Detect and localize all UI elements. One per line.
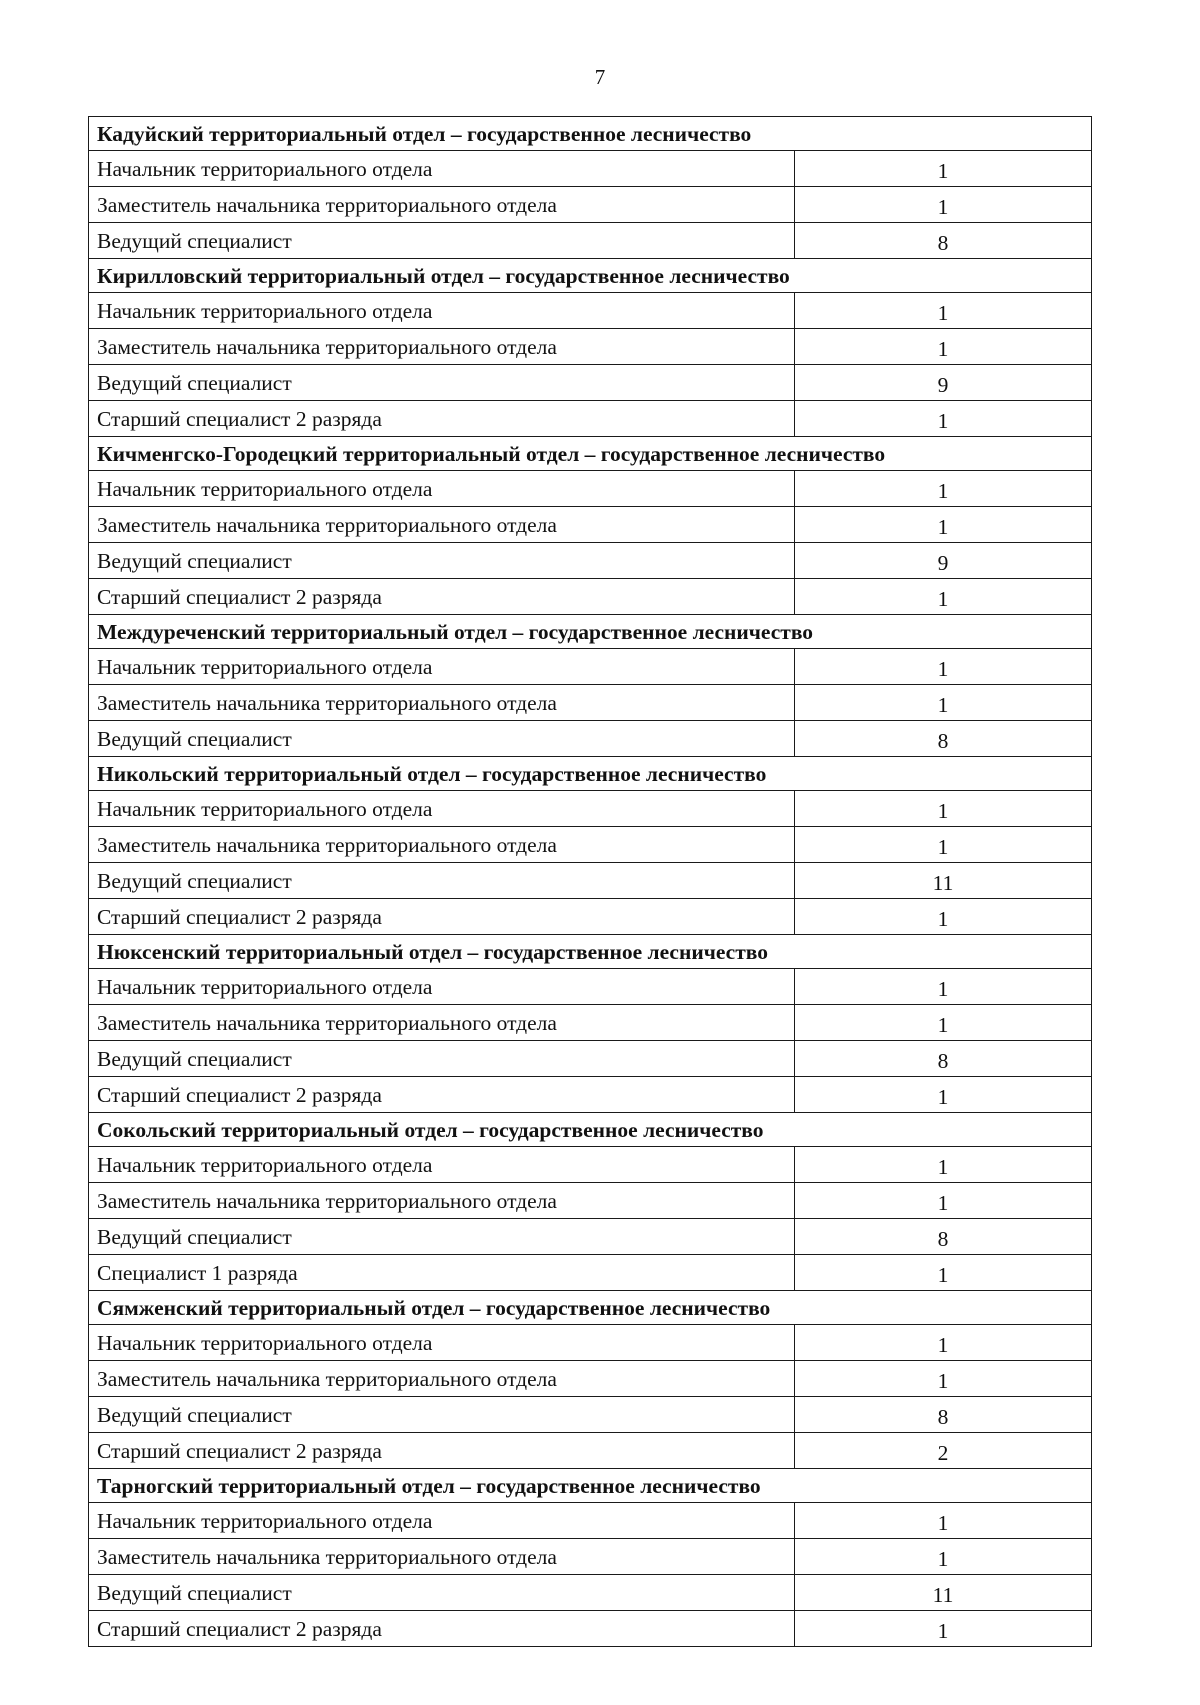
count-cell: 1 — [795, 187, 1092, 223]
table-row — [89, 791, 1092, 827]
table-row — [89, 899, 1092, 935]
table-row — [89, 1397, 1092, 1433]
table-row — [89, 1433, 1092, 1469]
count-cell: 9 — [795, 365, 1092, 401]
section-header-row — [89, 615, 1092, 649]
position-cell: Старший специалист 2 разряда — [89, 899, 795, 935]
count-cell: 1 — [795, 293, 1092, 329]
section-title: Нюксенский территориальный отдел – государственное лесничество — [89, 935, 1092, 969]
table-row — [89, 1183, 1092, 1219]
count-cell: 8 — [795, 1041, 1092, 1077]
table-row — [89, 187, 1092, 223]
table-row — [89, 543, 1092, 579]
count-cell: 1 — [795, 507, 1092, 543]
count-cell: 1 — [795, 899, 1092, 935]
table-row — [89, 1503, 1092, 1539]
position-cell: Ведущий специалист — [89, 365, 795, 401]
table-row — [89, 1219, 1092, 1255]
position-cell: Начальник территориального отдела — [89, 969, 795, 1005]
count-cell: 8 — [795, 1219, 1092, 1255]
table-row — [89, 721, 1092, 757]
table-row — [89, 1539, 1092, 1575]
position-cell: Заместитель начальника территориального отдела — [89, 1005, 795, 1041]
table-row — [89, 329, 1092, 365]
table-row — [89, 1041, 1092, 1077]
position-cell: Старший специалист 2 разряда — [89, 1433, 795, 1469]
table-row — [89, 1005, 1092, 1041]
table-row — [89, 827, 1092, 863]
count-cell: 9 — [795, 543, 1092, 579]
staffing-table — [88, 116, 1092, 1647]
position-cell: Начальник территориального отдела — [89, 471, 795, 507]
table-row — [89, 471, 1092, 507]
table-row — [89, 1255, 1092, 1291]
table-row — [89, 1611, 1092, 1647]
position-cell: Заместитель начальника территориального отдела — [89, 1539, 795, 1575]
count-cell: 1 — [795, 1503, 1092, 1539]
position-cell: Начальник территориального отдела — [89, 791, 795, 827]
position-cell: Специалист 1 разряда — [89, 1255, 795, 1291]
section-header-row — [89, 437, 1092, 471]
position-cell: Ведущий специалист — [89, 721, 795, 757]
position-cell: Начальник территориального отдела — [89, 1325, 795, 1361]
count-cell: 1 — [795, 1325, 1092, 1361]
table-row — [89, 1361, 1092, 1397]
table-row — [89, 969, 1092, 1005]
section-title: Сокольский территориальный отдел – государственное лесничество — [89, 1113, 1092, 1147]
count-cell: 1 — [795, 1183, 1092, 1219]
count-cell: 1 — [795, 649, 1092, 685]
section-header-row — [89, 935, 1092, 969]
section-header-row — [89, 1469, 1092, 1503]
position-cell: Заместитель начальника территориального отдела — [89, 827, 795, 863]
table-row — [89, 507, 1092, 543]
position-cell: Ведущий специалист — [89, 1219, 795, 1255]
position-cell: Заместитель начальника территориального отдела — [89, 507, 795, 543]
count-cell: 1 — [795, 151, 1092, 187]
section-title: Сямженский территориальный отдел – государственное лесничество — [89, 1291, 1092, 1325]
position-cell: Заместитель начальника территориального отдела — [89, 1361, 795, 1397]
table-row — [89, 293, 1092, 329]
count-cell: 1 — [795, 1077, 1092, 1113]
table-row — [89, 1575, 1092, 1611]
table-row — [89, 401, 1092, 437]
section-title: Кадуйский территориальный отдел – государственное лесничество — [89, 117, 1092, 151]
table-row — [89, 151, 1092, 187]
position-cell: Старший специалист 2 разряда — [89, 579, 795, 615]
position-cell: Ведущий специалист — [89, 1575, 795, 1611]
position-cell: Ведущий специалист — [89, 223, 795, 259]
section-title: Междуреченский территориальный отдел – государственное лесничество — [89, 615, 1092, 649]
table-row — [89, 1147, 1092, 1183]
position-cell: Старший специалист 2 разряда — [89, 401, 795, 437]
staffing-table-body — [89, 117, 1092, 1647]
section-title: Кирилловский территориальный отдел – государственное лесничество — [89, 259, 1092, 293]
count-cell: 8 — [795, 1397, 1092, 1433]
count-cell: 1 — [795, 1147, 1092, 1183]
table-row — [89, 863, 1092, 899]
position-cell: Начальник территориального отдела — [89, 151, 795, 187]
count-cell: 1 — [795, 1361, 1092, 1397]
table-row — [89, 223, 1092, 259]
count-cell: 1 — [795, 1005, 1092, 1041]
table-row — [89, 1077, 1092, 1113]
section-header-row — [89, 1291, 1092, 1325]
position-cell: Начальник территориального отдела — [89, 1503, 795, 1539]
section-title: Тарногский территориальный отдел – государственное лесничество — [89, 1469, 1092, 1503]
table-row — [89, 1325, 1092, 1361]
table-row — [89, 649, 1092, 685]
count-cell: 1 — [795, 329, 1092, 365]
count-cell: 8 — [795, 721, 1092, 757]
position-cell: Начальник территориального отдела — [89, 649, 795, 685]
position-cell: Заместитель начальника территориального отдела — [89, 685, 795, 721]
position-cell: Ведущий специалист — [89, 1041, 795, 1077]
count-cell: 1 — [795, 827, 1092, 863]
position-cell: Ведущий специалист — [89, 543, 795, 579]
position-cell: Заместитель начальника территориального отдела — [89, 187, 795, 223]
table-row — [89, 579, 1092, 615]
position-cell: Старший специалист 2 разряда — [89, 1077, 795, 1113]
position-cell: Заместитель начальника территориального отдела — [89, 1183, 795, 1219]
position-cell: Ведущий специалист — [89, 863, 795, 899]
section-header-row — [89, 757, 1092, 791]
count-cell: 1 — [795, 401, 1092, 437]
count-cell: 11 — [795, 1575, 1092, 1611]
section-title: Кичменгско-Городецкий территориальный отдел – государственное лесничество — [89, 437, 1092, 471]
count-cell: 1 — [795, 1611, 1092, 1647]
count-cell: 1 — [795, 1539, 1092, 1575]
table-row — [89, 685, 1092, 721]
position-cell: Начальник территориального отдела — [89, 293, 795, 329]
count-cell: 1 — [795, 969, 1092, 1005]
position-cell: Ведущий специалист — [89, 1397, 795, 1433]
count-cell: 8 — [795, 223, 1092, 259]
section-header-row — [89, 117, 1092, 151]
count-cell: 1 — [795, 791, 1092, 827]
position-cell: Старший специалист 2 разряда — [89, 1611, 795, 1647]
count-cell: 1 — [795, 471, 1092, 507]
count-cell: 2 — [795, 1433, 1092, 1469]
count-cell: 11 — [795, 863, 1092, 899]
section-header-row — [89, 259, 1092, 293]
count-cell: 1 — [795, 579, 1092, 615]
position-cell: Заместитель начальника территориального отдела — [89, 329, 795, 365]
table-row — [89, 365, 1092, 401]
page-number: 7 — [594, 65, 606, 89]
section-title: Никольский территориальный отдел – государственное лесничество — [89, 757, 1092, 791]
count-cell: 1 — [795, 685, 1092, 721]
count-cell: 1 — [795, 1255, 1092, 1291]
position-cell: Начальник территориального отдела — [89, 1147, 795, 1183]
section-header-row — [89, 1113, 1092, 1147]
